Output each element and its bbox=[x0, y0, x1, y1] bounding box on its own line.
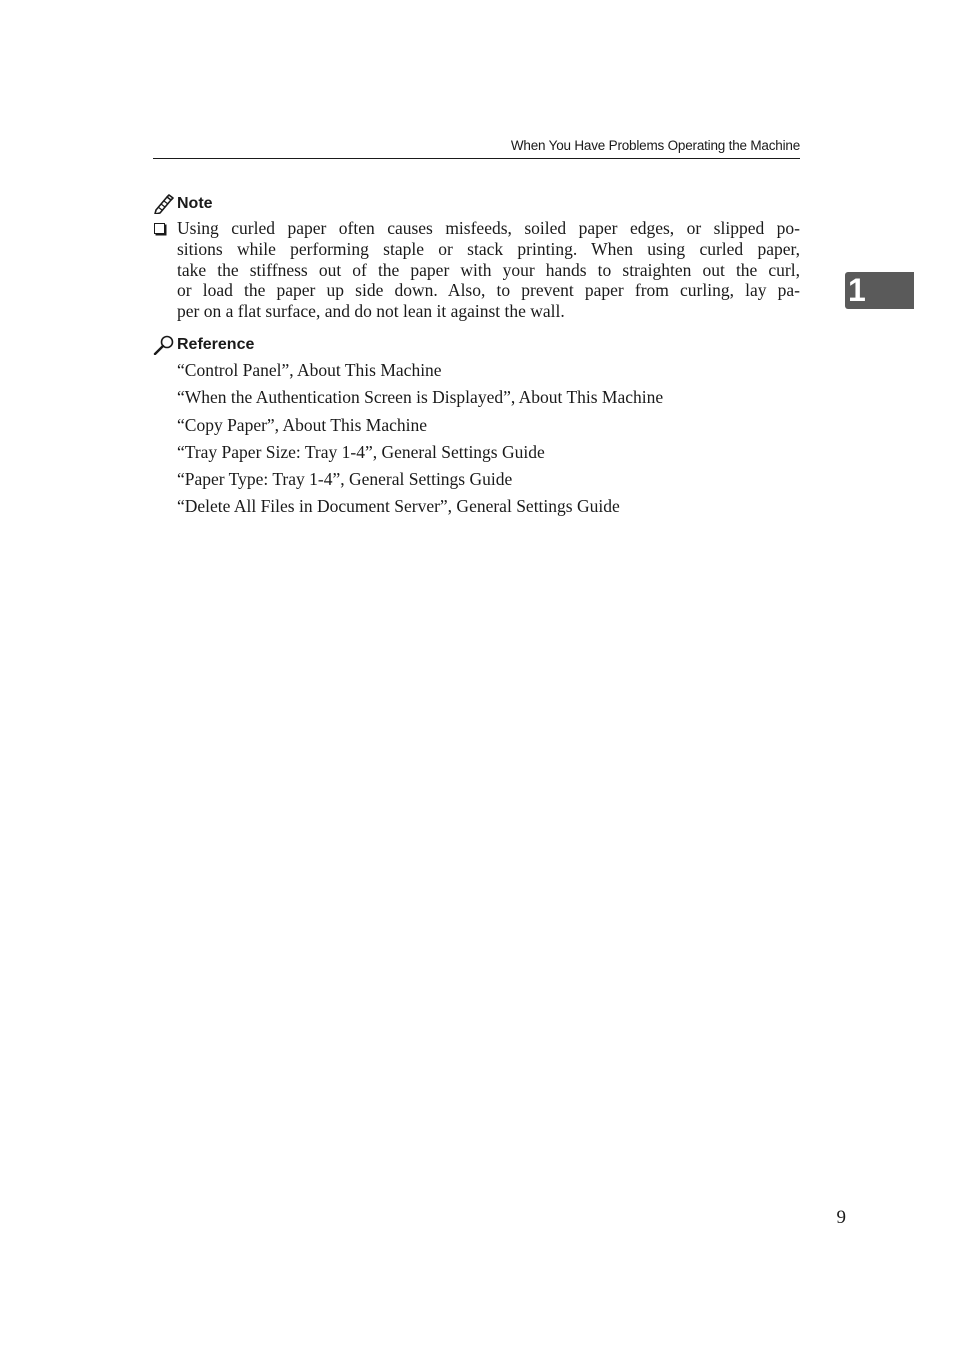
reference-heading-label: Reference bbox=[177, 336, 255, 353]
running-header: When You Have Problems Operating the Machine bbox=[510, 138, 800, 153]
reference-item: “Delete All Files in Document Server”, General Settings Guide bbox=[177, 496, 620, 517]
note-item bbox=[153, 218, 800, 322]
page-number: 9 bbox=[836, 1207, 846, 1228]
header-rule bbox=[153, 158, 800, 159]
reference-heading bbox=[153, 335, 254, 355]
note-item-text bbox=[177, 218, 800, 322]
reference-item: “Copy Paper”, About This Machine bbox=[177, 414, 427, 435]
chapter-tab bbox=[845, 272, 914, 309]
checkbox-bullet-icon bbox=[154, 223, 165, 234]
note-line: take the stiffness out of the paper with your hands to straighten out the curl, bbox=[177, 259, 800, 280]
note-line: per on a flat surface, and do not lean it against the wall. bbox=[177, 301, 565, 322]
chapter-number: 1 bbox=[848, 272, 866, 308]
reference-item: “When the Authentication Screen is Displayed”, About This Machine bbox=[177, 387, 664, 408]
note-heading bbox=[153, 194, 213, 214]
reference-item: “Paper Type: Tray 1-4”, General Settings Guide bbox=[177, 469, 513, 490]
reference-item: “Control Panel”, About This Machine bbox=[177, 360, 442, 380]
note-line: Using curled paper often causes misfeeds, soiled paper edges, or slipped po- bbox=[177, 218, 800, 238]
pencil-icon bbox=[153, 194, 175, 214]
note-line: or load the paper up side down. Also, to prevent paper from curling, lay pa- bbox=[177, 280, 800, 301]
note-line: sitions while performing staple or stack printing. When using curled paper, bbox=[177, 238, 800, 259]
reference-list bbox=[177, 360, 663, 524]
reference-item: “Tray Paper Size: Tray 1-4”, General Settings Guide bbox=[177, 441, 545, 462]
note-heading-label: Note bbox=[177, 195, 213, 212]
magnifier-icon bbox=[153, 335, 175, 355]
